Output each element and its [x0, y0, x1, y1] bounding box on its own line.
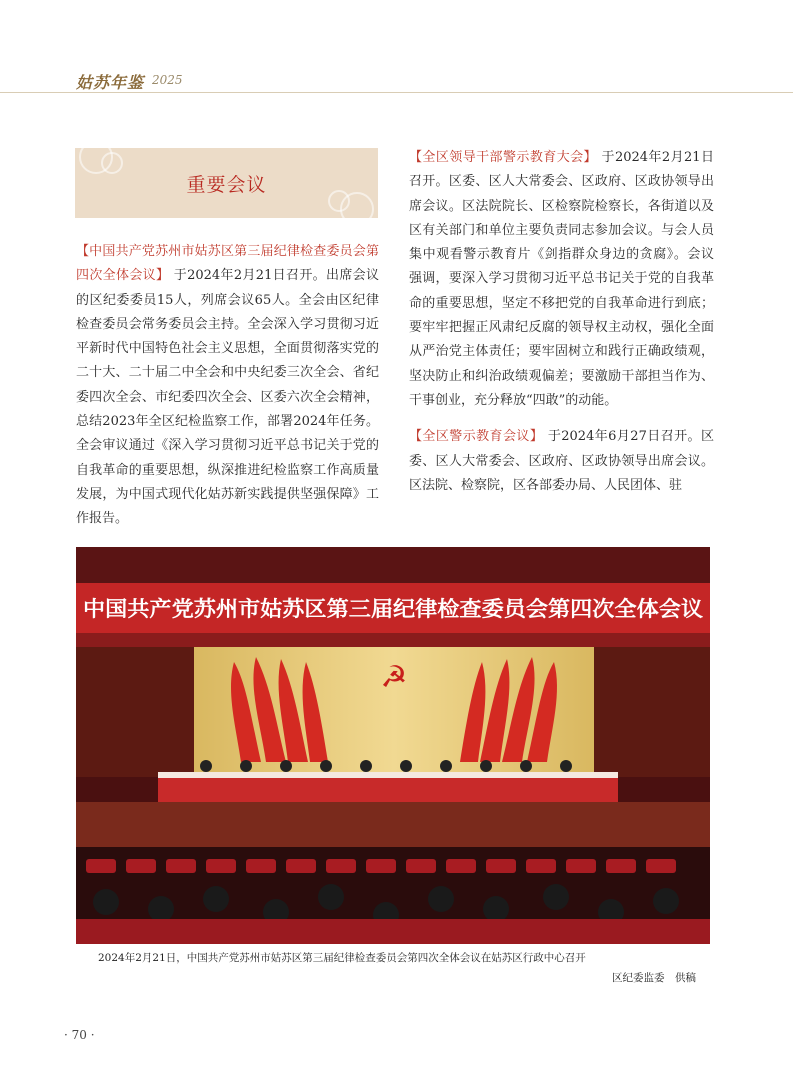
- page-number: · 70 ·: [64, 1028, 95, 1042]
- article-3: [409, 425, 714, 498]
- right-column: [409, 146, 714, 498]
- left-column: [76, 240, 379, 532]
- article-1-body: 于2024年2月21日召开。出席会议的区纪委委员15人，列席会议65人。全会由区纪律检查委员会常务委员会主持。全会深入学习贯彻习近平新时代中国特色社会主义思想，全面贯彻落实党的二十大、二十届二中全会和中央纪委三次全会、省纪委四次全会、市纪委四次全会、区委六次全会精神，总结2023年全区纪检监察工作，部署2024年任务。全会审议通过《深入学习贯彻习近平总书记关于党的自我革命的重要思想，纵深推进纪检监察工作高质量发展，为中国式现代化姑苏新实践提供坚强保障》工作报告。: [76, 268, 379, 527]
- article-1-heading: 【中国共产党苏州市姑苏区第三届纪律检查委员会第四次全体会议】: [76, 244, 379, 284]
- article-3-heading: 【全区警示教育会议】: [409, 429, 544, 445]
- yearbook-brand: 姑苏年鉴: [76, 73, 145, 92]
- photo-credit: 区纪委监委 供稿: [612, 972, 696, 984]
- yearbook-year: 2025: [152, 73, 183, 87]
- article-2: [409, 146, 714, 413]
- meeting-photo-illustration: [76, 547, 710, 944]
- photo-caption: 2024年2月21日，中国共产党苏州市姑苏区第三届纪律检查委员会第四次全体会议在姑苏区行政中心召开: [98, 952, 586, 964]
- article-3-body: 于2024年6月27日召开。区委、区人大常委会、区政府、区政协领导出席会议。区法院、检察院，区各部委办局、人民团体、驻: [409, 429, 714, 493]
- header-divider: [0, 92, 793, 93]
- section-title-box: [75, 148, 378, 218]
- party-emblem-icon: ☭: [380, 660, 408, 695]
- meeting-photo: [76, 547, 710, 944]
- section-title: 重要会议: [186, 174, 267, 196]
- article-2-heading: 【全区领导干部警示教育大会】: [409, 150, 597, 165]
- article-1: [76, 240, 379, 532]
- page-header: [0, 0, 793, 92]
- article-2-body: 于2024年2月21日召开。区委、区人大常委会、区政府、区政协领导出席会议。区法院院长、区检察院检察长，各街道以及区有关部门和单位主要负责同志参加会议。与会人员集中观看警示教育片《剑指群众身边的贪腐》。会议强调，要深入学习贯彻习近平总书记关于党的自我革命的重要思想，坚定不移把党的自我革命进行到底；要牢牢把握正风肃纪反腐的领导权主动权，强化全面从严治党主体责任；要牢固树立和践行正确政绩观，坚决防止和纠治政绩观偏差；要激励干部担当作为、干事创业，充分释放“四敢”的动能。: [409, 150, 714, 408]
- photo-banner-text: 中国共产党苏州市姑苏区第三届纪律检查委员会第四次全体会议: [83, 597, 703, 621]
